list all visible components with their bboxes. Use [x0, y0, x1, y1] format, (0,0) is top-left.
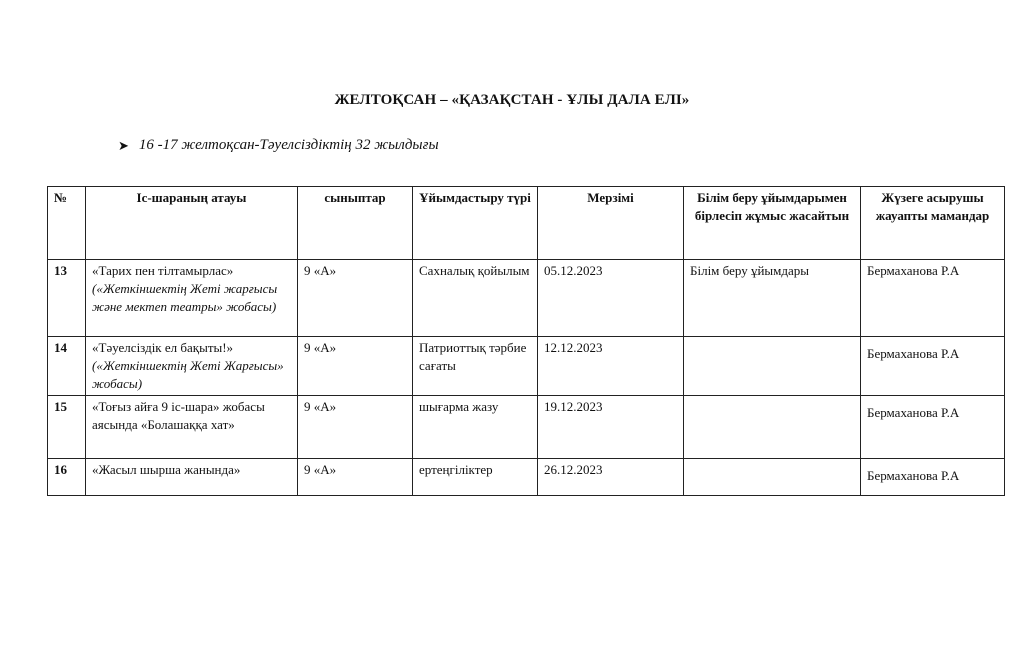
page-title: ЖЕЛТОҚСАН – «ҚАЗАҚСТАН - ҰЛЫ ДАЛА ЕЛІ»	[334, 92, 690, 108]
table-row	[48, 337, 1005, 396]
header-partners: Білім беру ұйымдарымен бірлесіп жұмыс жасайтын	[684, 187, 861, 260]
header-event-name: Іс-шараның атауы	[86, 187, 298, 260]
table-row	[48, 396, 1005, 459]
responsible-cell: Бермаханова Р.А	[861, 396, 1005, 459]
responsible-cell: Бермаханова Р.А	[861, 459, 1005, 496]
class-cell: 9 «А»	[298, 396, 413, 459]
arrow-bullet-icon: ➤	[118, 137, 129, 153]
date-cell: 12.12.2023	[538, 337, 684, 396]
date-cell: 19.12.2023	[538, 396, 684, 459]
responsible-cell: Бермаханова Р.А	[861, 337, 1005, 396]
class-cell: 9 «А»	[298, 260, 413, 337]
row-number: 14	[48, 337, 86, 396]
partner-cell: Білім беру ұйымдары	[684, 260, 861, 337]
partner-cell	[684, 337, 861, 396]
type-cell: Патриоттық тәрбие сағаты	[413, 337, 538, 396]
event-name: «Тарих пен тілтамырлас»	[92, 263, 234, 278]
row-number: 13	[48, 260, 86, 337]
event-name-cell	[86, 260, 298, 337]
event-name: «Тәуелсіздік ел бақыты!»	[92, 340, 234, 355]
event-name-sub: («Жеткіншектің Жеті Жарғысы» жобасы)	[92, 358, 284, 391]
partner-cell	[684, 459, 861, 496]
type-cell: ертеңгіліктер	[413, 459, 538, 496]
date-cell: 26.12.2023	[538, 459, 684, 496]
subtitle-text: 16 -17 желтоқсан-Тәуелсіздіктің 32 жылдығы	[138, 137, 439, 153]
event-name-sub: («Жеткіншектің Жеті жарғысы және мектеп театры» жобасы)	[92, 281, 278, 314]
event-name-cell	[86, 396, 298, 459]
table-row	[48, 459, 1005, 496]
table-header-row	[48, 187, 1005, 260]
row-number: 16	[48, 459, 86, 496]
events-table	[47, 186, 1005, 496]
header-number: №	[48, 187, 86, 260]
event-name-cell	[86, 459, 298, 496]
header-responsible: Жүзеге асырушы жауапты мамандар	[861, 187, 1005, 260]
event-name-cell	[86, 337, 298, 396]
date-cell: 05.12.2023	[538, 260, 684, 337]
header-classes: сыныптар	[298, 187, 413, 260]
header-date: Мерзімі	[538, 187, 684, 260]
partner-cell	[684, 396, 861, 459]
type-cell: шығарма жазу	[413, 396, 538, 459]
class-cell: 9 «А»	[298, 337, 413, 396]
subtitle-line	[118, 137, 439, 154]
event-name: «Тоғыз айға 9 іс-шара» жобасы аясында «Болашаққа хат»	[92, 399, 265, 432]
table-row	[48, 260, 1005, 337]
event-name: «Жасыл шырша жанында»	[92, 462, 241, 477]
row-number: 15	[48, 396, 86, 459]
responsible-cell: Бермаханова Р.А	[861, 260, 1005, 337]
type-cell: Сахналық қойылым	[413, 260, 538, 337]
header-organization-type: Ұйымдастыру түрі	[413, 187, 538, 260]
class-cell: 9 «А»	[298, 459, 413, 496]
